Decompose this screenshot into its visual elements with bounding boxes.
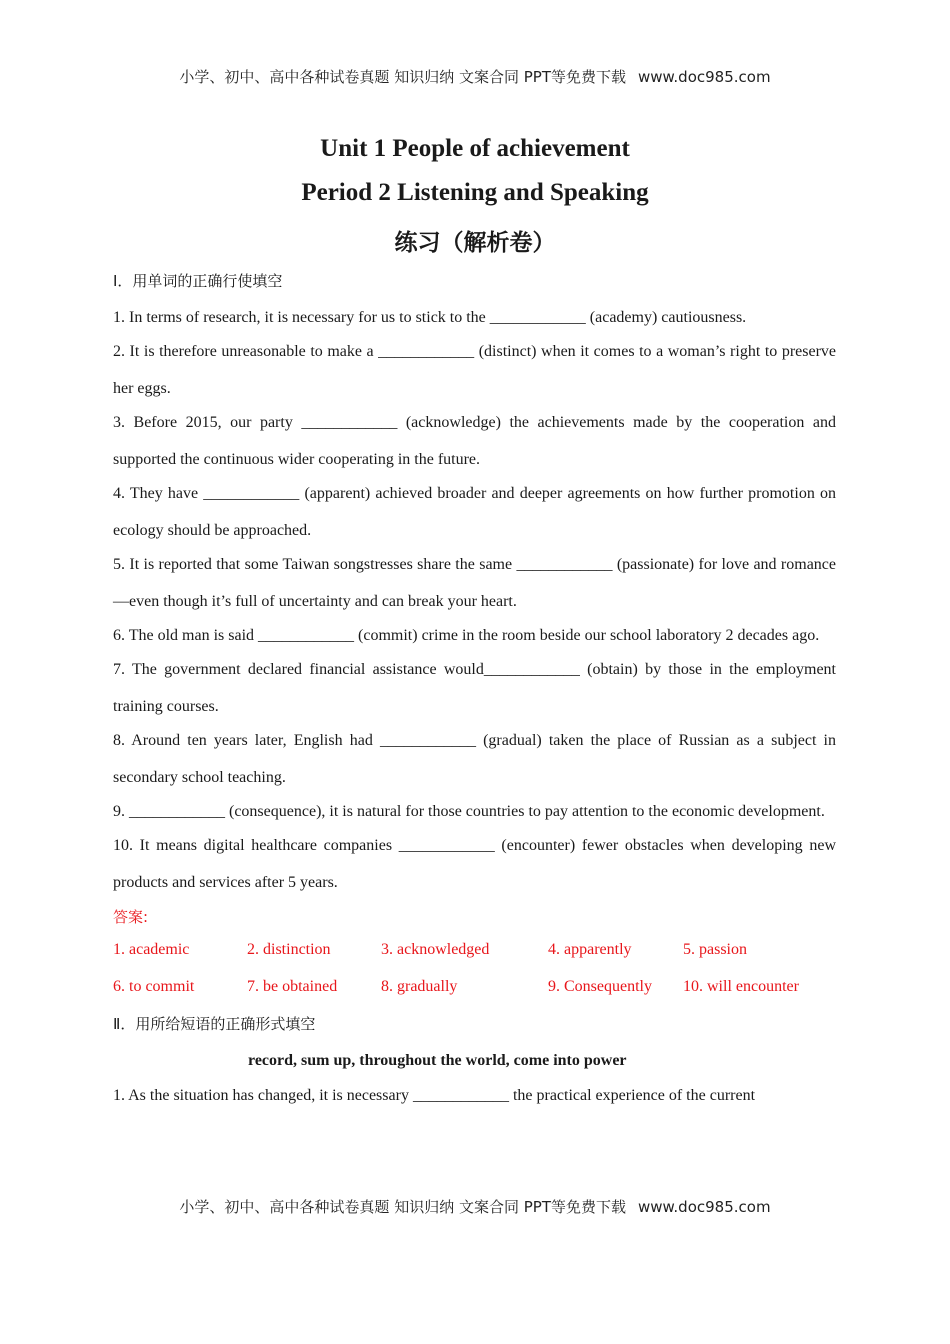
page-header — [0, 66, 950, 87]
page-footer — [0, 1196, 950, 1217]
footer-text: 小学、初中、高中各种试卷真题 知识归纳 文案合同 PPT等免费下载 — [179, 1198, 626, 1216]
answer-9: 9. Consequently — [548, 978, 652, 995]
answer-label: 答案: — [113, 908, 149, 926]
document-subtitle-chinese: 练习（解析卷） — [394, 230, 556, 256]
answer-10: 10. will encounter — [683, 978, 799, 995]
answer-7: 7. be obtained — [247, 978, 338, 995]
section-2-heading: Ⅱ．用所给短语的正确形式填空 — [113, 1015, 316, 1033]
section-2-question-1: 1. As the situation has changed, it is necessary ____________ the practical experience of the current — [113, 1087, 756, 1104]
document-title: Unit 1 People of achievement — [320, 135, 630, 162]
question-5: 5. It is reported that some Taiwan songstresses share the same ____________ (passionate) for love and romance—even though it’s full of uncertainty and can break your heart. — [113, 556, 836, 610]
answer-2: 2. distinction — [247, 941, 331, 958]
question-8: 8. Around ten years later, English had ____________ (gradual) taken the place of Russian as a subject in secondary school teaching. — [113, 732, 836, 786]
answer-row — [113, 974, 836, 1011]
question-9: 9. ____________ (consequence), it is natural for those countries to pay attention to the economic development. — [113, 803, 825, 820]
answer-8: 8. gradually — [381, 978, 458, 995]
phrase-bank: record, sum up, throughout the world, come into power — [248, 1052, 627, 1069]
answer-row — [113, 937, 836, 974]
section-1-heading: Ⅰ．用单词的正确行使填空 — [113, 272, 283, 290]
header-text: 小学、初中、高中各种试卷真题 知识归纳 文案合同 PPT等免费下载 — [179, 68, 626, 86]
answer-6: 6. to commit — [113, 978, 195, 995]
question-6: 6. The old man is said ____________ (commit) crime in the room beside our school laboratory 2 decades ago. — [113, 627, 820, 644]
answer-5: 5. passion — [683, 941, 747, 958]
answer-1: 1. academic — [113, 941, 190, 958]
answer-grid — [113, 937, 836, 1011]
answer-3: 3. acknowledged — [381, 941, 490, 958]
question-10: 10. It means digital healthcare companies ____________ (encounter) fewer obstacles when developing new products and services after 5 years. — [113, 837, 836, 891]
document-subtitle: Period 2 Listening and Speaking — [301, 179, 649, 206]
question-1: 1. In terms of research, it is necessary for us to stick to the ____________ (academy) cautiousness. — [113, 309, 747, 326]
exercise-content — [113, 268, 836, 1114]
header-url[interactable]: www.doc985.com — [637, 68, 771, 86]
question-2: 2. It is therefore unreasonable to make a ____________ (distinct) when it comes to a woman’s right to preserve her eggs. — [113, 343, 836, 397]
question-4: 4. They have ____________ (apparent) achieved broader and deeper agreements on how further promotion on ecology should be approached. — [113, 485, 836, 539]
answer-4: 4. apparently — [548, 941, 632, 958]
question-7: 7. The government declared financial assistance would____________ (obtain) by those in the employment training courses. — [113, 661, 836, 715]
question-3: 3. Before 2015, our party ____________ (acknowledge) the achievements made by the cooperation and supported the continuous wider cooperating in the future. — [113, 414, 836, 468]
footer-url[interactable]: www.doc985.com — [637, 1198, 771, 1216]
